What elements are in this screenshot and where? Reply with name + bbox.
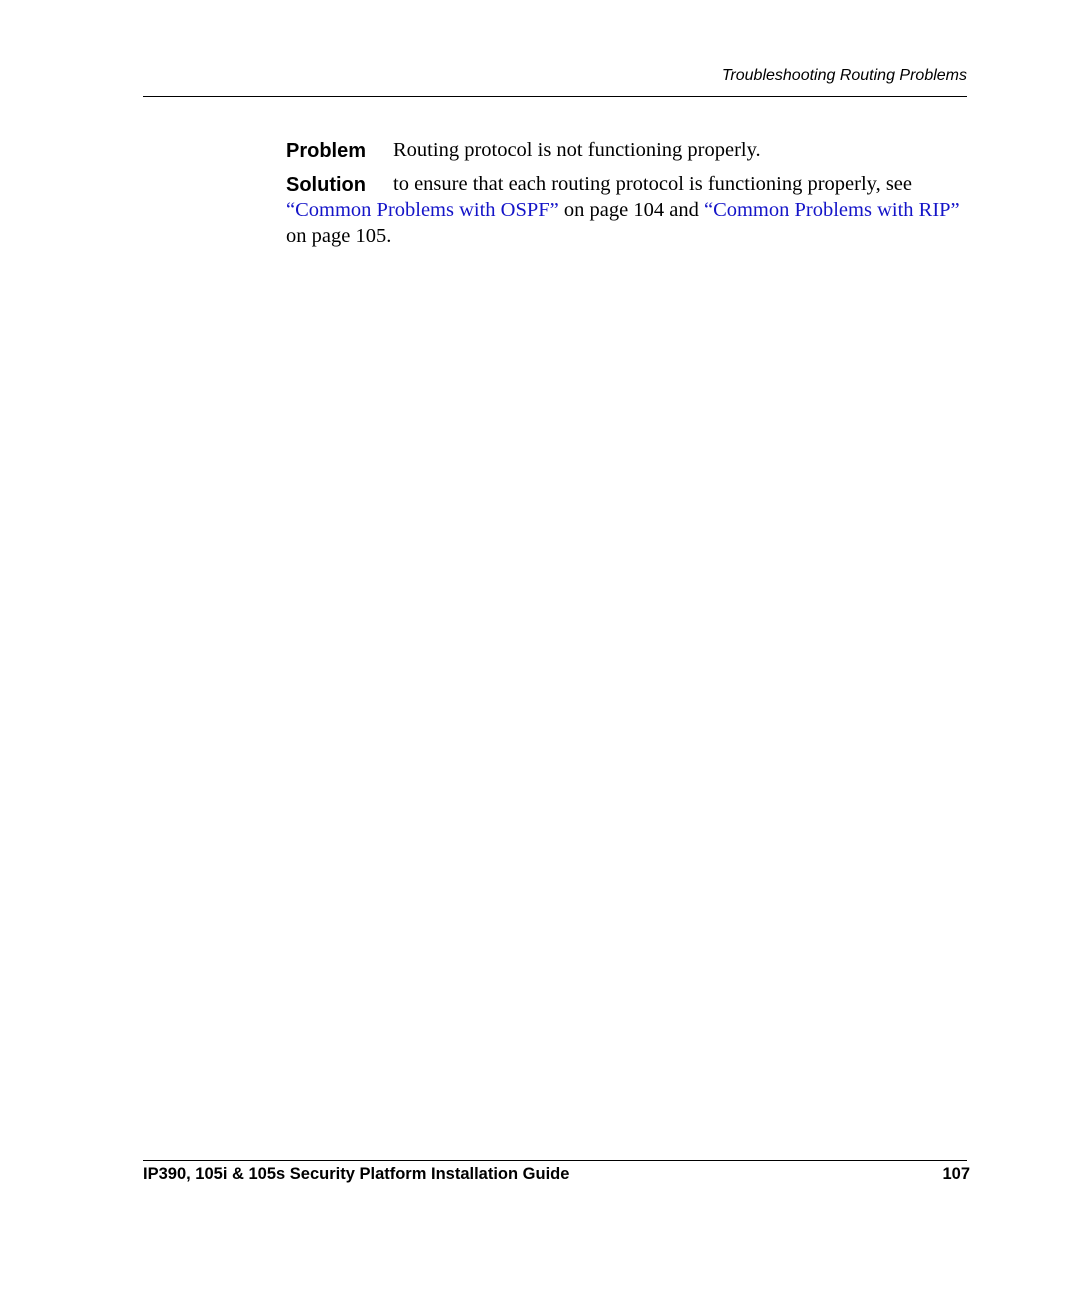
- running-header-title: Troubleshooting Routing Problems: [721, 67, 967, 84]
- problem-text: Routing protocol is not functioning properly.: [393, 139, 761, 161]
- solution-text-middle: on page 104 and: [558, 199, 704, 221]
- page-header: [143, 64, 967, 97]
- solution-text-intro: to ensure that each routing protocol is functioning properly, see: [393, 173, 912, 195]
- solution-entry: [286, 171, 972, 249]
- solution-label: Solution: [286, 174, 366, 196]
- problem-entry: [286, 137, 972, 163]
- footer-guide-title: IP390, 105i & 105s Security Platform Installation Guide: [143, 1165, 570, 1183]
- page-footer: [143, 1160, 970, 1189]
- page-number: 107: [942, 1165, 970, 1183]
- solution-text-end: on page 105.: [286, 225, 392, 247]
- rip-problems-link[interactable]: “Common Problems with RIP”: [703, 199, 960, 221]
- ospf-problems-link[interactable]: “Common Problems with OSPF”: [286, 199, 559, 221]
- solution-description: [286, 171, 972, 249]
- problem-label: Problem: [286, 140, 367, 162]
- problem-description: [286, 137, 972, 163]
